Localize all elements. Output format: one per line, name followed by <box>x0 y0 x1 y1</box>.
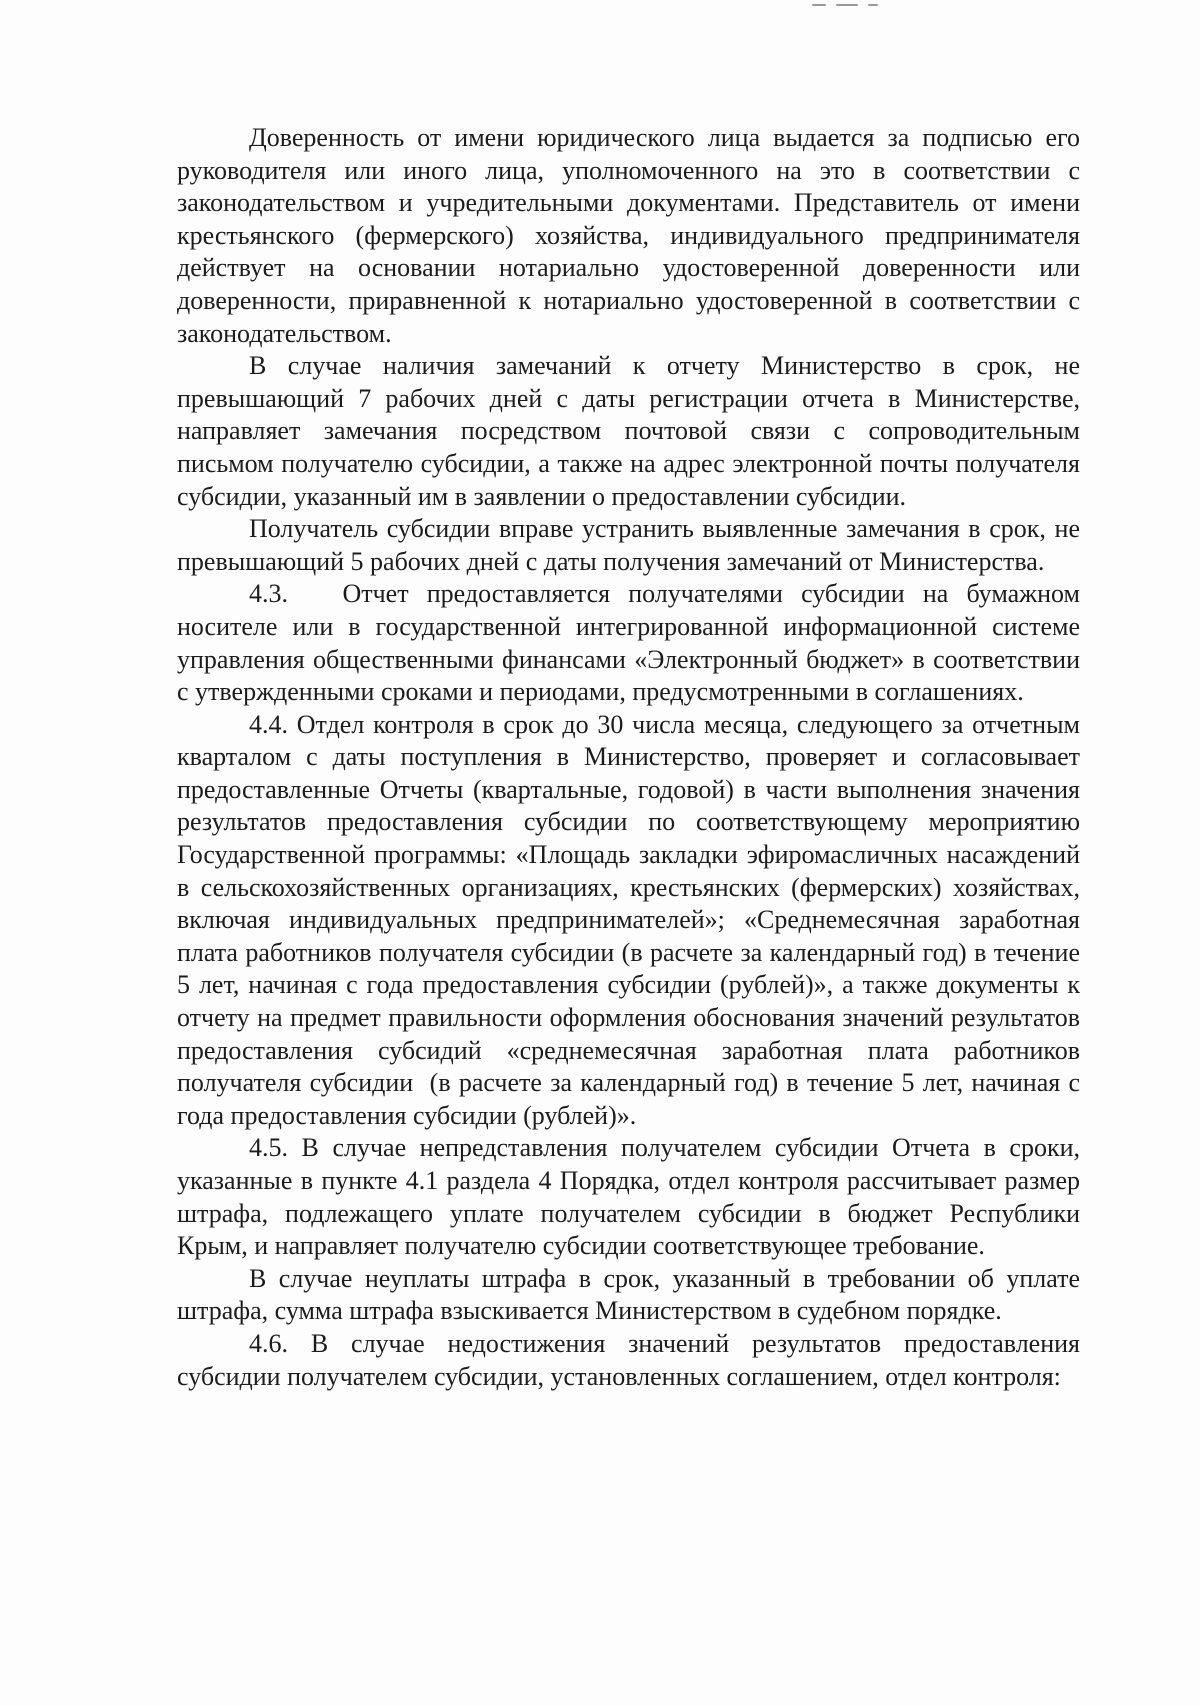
scan-speck <box>868 4 878 6</box>
paragraph-fine-nonpayment: В случае неуплаты штрафа в срок, указанный в требовании об уплате штрафа, сумма штрафа взыскивается Министерством в судебном порядке. <box>177 1263 1080 1326</box>
paragraph-eliminate-remarks: Получатель субсидии вправе устранить выявленные замечания в срок, не превышающий 5 рабочих дней с даты получения замечаний от Министерства. <box>177 514 1080 576</box>
paragraph-4-5: 4.5. В случае непредставления получателем субсидии Отчета в сроки, указанные в пункте 4.1 раздела 4 Порядка, отдел контроля рассчитывает размер штрафа, подлежащего уплате получателем субсидии в бюджет Республики Крым, и направляет получателю субсидии соответствующее требование. <box>177 1133 1080 1261</box>
document-body <box>177 122 1080 1393</box>
paragraph-4-3: 4.3. Отчет предоставляется получателями субсидии на бумажном носителе или в государственной интегрированной информационной системе управления общественными финансами «Электронный бюджет» в соответствии с утвержденными сроками и периодами, предусмотренными в соглашениях. <box>177 579 1080 707</box>
paragraph-4-6: 4.6. В случае недостижения значений результатов предоставления субсидии получателем субсидии, установленных соглашением, отдел контроля: <box>177 1328 1080 1391</box>
scan-speck <box>812 4 826 6</box>
scan-speck <box>836 4 858 6</box>
paragraph-4-4: 4.4. Отдел контроля в срок до 30 числа месяца, следующего за отчетным кварталом с даты поступления в Министерство, проверяет и согласовывает предоставленные Отчеты (квартальные, годовой) в части выполнения значения результатов предоставления субсидии по соответствующему мероприятию Государственной программы: «Площадь закладки эфиромасличных насаждений в сельскохозяйственных организациях, крестьянских (фермерских) хозяйствах, включая индивидуальных предпринимателей»; «Среднемесячная заработная плата работников получателя субсидии (в расчете за календарный год) в течение 5 лет, начиная с года предоставления субсидии (рублей)», а также документы к отчету на предмет правильности оформления обоснования значений результатов предоставления субсидий «среднемесячная заработная плата работников получателя субсидии (в расчете за календарный год) в течение 5 лет, начиная с года предоставления субсидии (рублей)». <box>177 709 1080 1130</box>
paragraph-power-of-attorney: Доверенность от имени юридического лица выдается за подписью его руководителя или иного лица, уполномоченного на это в соответствии с законодательством и учредительными документами. Представитель от имени крестьянского (фермерского) хозяйства, индивидуального предпринимателя действует на основании нотариально удостоверенной доверенности или доверенности, приравненной к нотариально удостоверенной в соответствии с законодательством. <box>177 123 1080 348</box>
paragraph-remarks-to-report: В случае наличия замечаний к отчету Министерство в срок, не превышающий 7 рабочих дней с даты регистрации отчета в Министерстве, направляет замечания посредством почтовой связи с сопроводительным письмом получателю субсидии, а также на адрес электронной почты получателя субсидии, указанный им в заявлении о предоставлении субсидии. <box>177 351 1080 511</box>
